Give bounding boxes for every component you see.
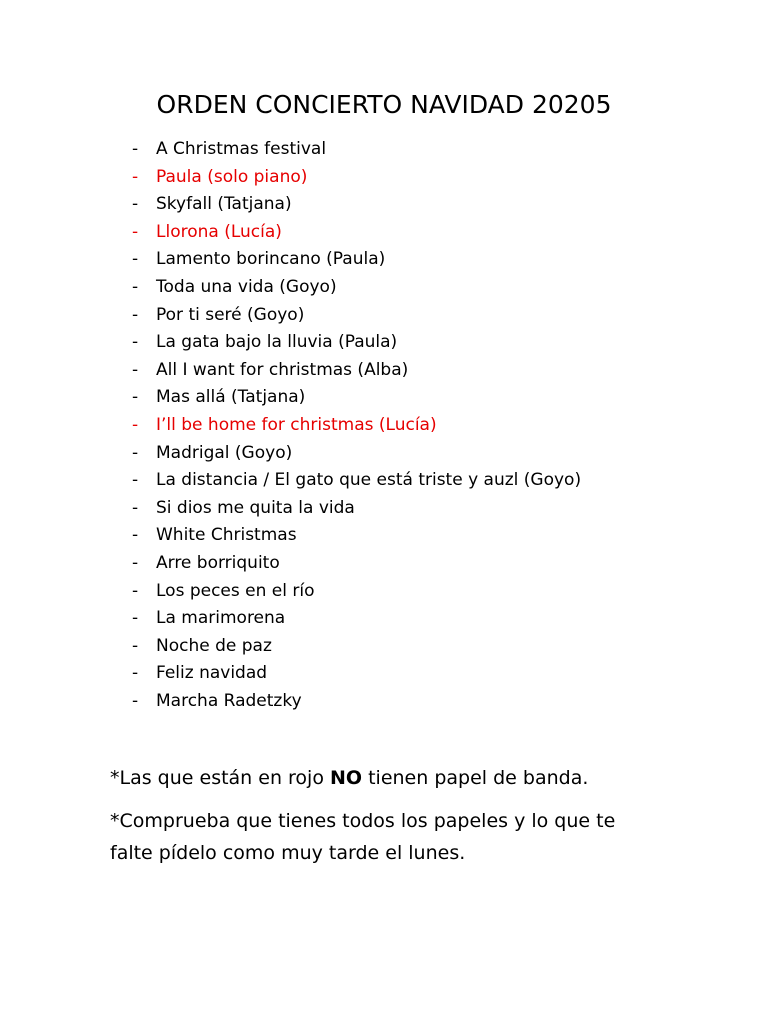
note-check-papers [110, 805, 670, 869]
list-dash: - [132, 442, 139, 463]
song-title: La distancia / El gato que está triste y auzl (Goyo) [156, 470, 582, 491]
page-title: ORDEN CONCIERTO NAVIDAD 20205 [156, 90, 612, 119]
song-title: I’ll be home for christmas (Lucía) [156, 414, 437, 435]
list-dash: - [132, 221, 139, 242]
song-title: Skyfall (Tatjana) [156, 194, 292, 215]
list-dash: - [132, 387, 139, 408]
list-dash: - [132, 304, 139, 325]
list-dash: - [132, 139, 139, 159]
list-dash: - [132, 580, 139, 601]
note-red-songs-emphasis: NO [330, 767, 363, 789]
song-title: Toda una vida (Goyo) [156, 276, 337, 297]
note-red-songs-text-start: *Las que están en rojo [110, 767, 330, 789]
song-title: Mas allá (Tatjana) [156, 387, 306, 408]
song-title: Los peces en el río [156, 580, 315, 601]
list-dash: - [132, 249, 139, 270]
song-title: A Christmas festival [156, 139, 327, 159]
song-title: White Christmas [156, 525, 297, 546]
list-dash: - [132, 690, 139, 711]
list-dash: - [132, 635, 139, 656]
song-title: Feliz navidad [156, 663, 268, 684]
list-dash: - [132, 608, 139, 629]
note-check-papers-line-1: *Comprueba que tienes todos los papeles y lo que te [110, 810, 616, 832]
list-dash: - [132, 166, 139, 187]
list-dash: - [132, 414, 139, 435]
song-title: Si dios me quita la vida [156, 497, 355, 518]
list-dash: - [132, 470, 139, 491]
list-dash: - [132, 497, 139, 518]
song-title: Noche de paz [156, 635, 272, 656]
song-title: Arre borriquito [156, 552, 280, 573]
song-title: Marcha Radetzky [156, 690, 302, 711]
note-red-songs-text-end: tienen papel de banda. [362, 767, 589, 789]
song-title: Lamento borincano (Paula) [156, 249, 386, 270]
song-title: Paula (solo piano) [156, 166, 308, 187]
song-title: La marimorena [156, 608, 286, 629]
list-dash: - [132, 276, 139, 297]
list-dash: - [132, 194, 139, 215]
note-red-songs [110, 764, 588, 792]
song-title: All I want for christmas (Alba) [156, 359, 409, 380]
list-dash: - [132, 359, 139, 380]
song-title: Llorona (Lucía) [156, 221, 282, 242]
song-title: La gata bajo la lluvia (Paula) [156, 332, 398, 353]
song-title: Madrigal (Goyo) [156, 442, 293, 463]
list-dash: - [132, 552, 139, 573]
list-dash: - [132, 332, 139, 353]
song-title: Por ti seré (Goyo) [156, 304, 305, 325]
list-dash: - [132, 663, 139, 684]
note-check-papers-line-2: falte pídelo como muy tarde el lunes. [110, 842, 466, 864]
list-dash: - [132, 525, 139, 546]
